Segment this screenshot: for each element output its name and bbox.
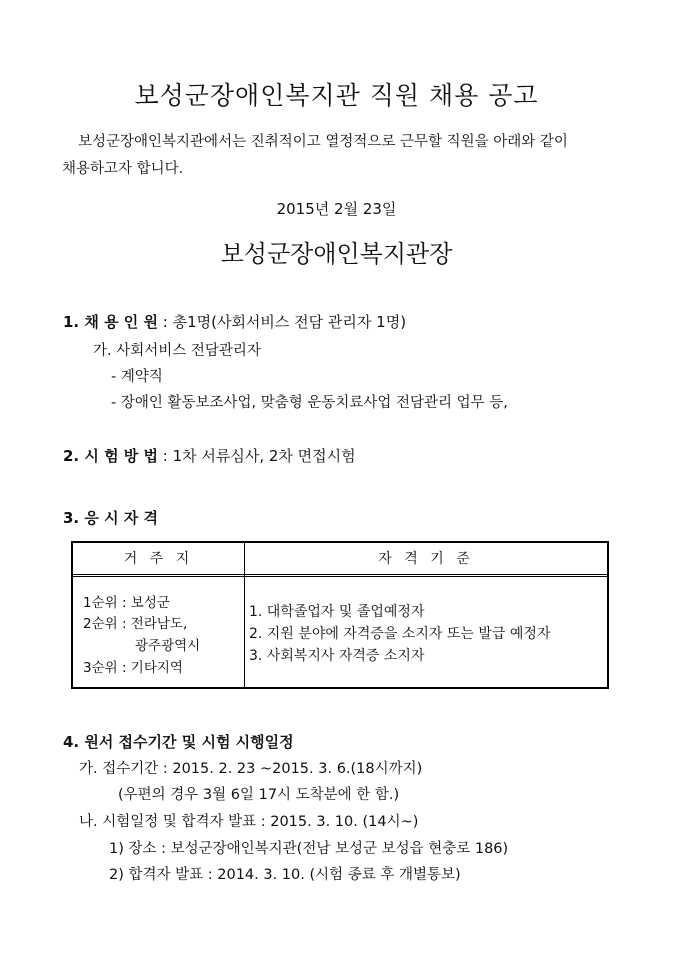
section-4-line-4: 1) 장소 : 보성군장애인복지관(전남 보성군 보성읍 현충로 186)	[109, 841, 509, 857]
residence-rank-2-cont: 광주광역시	[135, 638, 201, 654]
section-4-heading: 4. 원서 접수기간 및 시험 시행일정	[63, 733, 294, 751]
residence-rank-2: 2순위 : 전라남도,	[83, 616, 188, 632]
section-1-bullet-1: - 계약직	[111, 369, 163, 385]
section-1-bullet-2: - 장애인 활동보조사업, 맞춤형 운동치료사업 전담관리 업무 등,	[111, 395, 508, 411]
section-1-summary: : 총1명(사회서비스 전담 관리자 1명)	[157, 313, 407, 331]
announcement-date: 2015년 2월 23일	[276, 200, 397, 218]
section-1	[63, 311, 406, 332]
intro-line-1: 보성군장애인복지관에서는 진취적이고 열정적으로 근무할 직원을 아래와 같이	[78, 134, 568, 150]
issuer-name: 보성군장애인복지관장	[220, 240, 453, 268]
intro-line-2: 채용하고자 합니다.	[62, 161, 184, 177]
residence-rank-3: 3순위 : 기타지역	[83, 660, 183, 676]
section-4-line-3: 나. 시험일정 및 합격자 발표 : 2015. 3. 10. (14시~)	[79, 814, 419, 830]
section-1-heading: 1. 채 용 인 원	[63, 313, 158, 331]
criteria-2: 2. 지원 분야에 자격증을 소지자 또는 발급 예정자	[249, 626, 551, 642]
section-1-item: 가. 사회서비스 전담관리자	[93, 343, 261, 359]
section-2	[63, 445, 356, 466]
section-4	[63, 731, 294, 752]
section-4-line-5: 2) 합격자 발표 : 2014. 3. 10. (시험 종료 후 개별통보)	[109, 867, 461, 883]
section-4-line-2: (우편의 경우 3월 6일 17시 도착분에 한 함.)	[118, 787, 400, 803]
section-3-heading: 3. 응 시 자 격	[63, 509, 158, 527]
table-header-residence: 거 주 지	[123, 551, 194, 567]
section-2-heading: 2. 시 험 방 법	[63, 447, 158, 465]
criteria-3: 3. 사회복지사 자격증 소지자	[249, 648, 425, 664]
residence-rank-1: 1순위 : 보성군	[83, 595, 170, 611]
section-3	[63, 507, 158, 528]
section-2-text: : 1차 서류심사, 2차 면접시험	[157, 447, 356, 465]
criteria-1: 1. 대학졸업자 및 졸업예정자	[249, 604, 425, 620]
section-4-line-1: 가. 접수기간 : 2015. 2. 23 ~2015. 3. 6.(18시까지)	[79, 761, 423, 777]
table-header-criteria: 자 격 기 준	[378, 551, 474, 567]
page-title: 보성군장애인복지관 직원 채용 공고	[134, 81, 539, 110]
qualification-table	[71, 541, 609, 689]
